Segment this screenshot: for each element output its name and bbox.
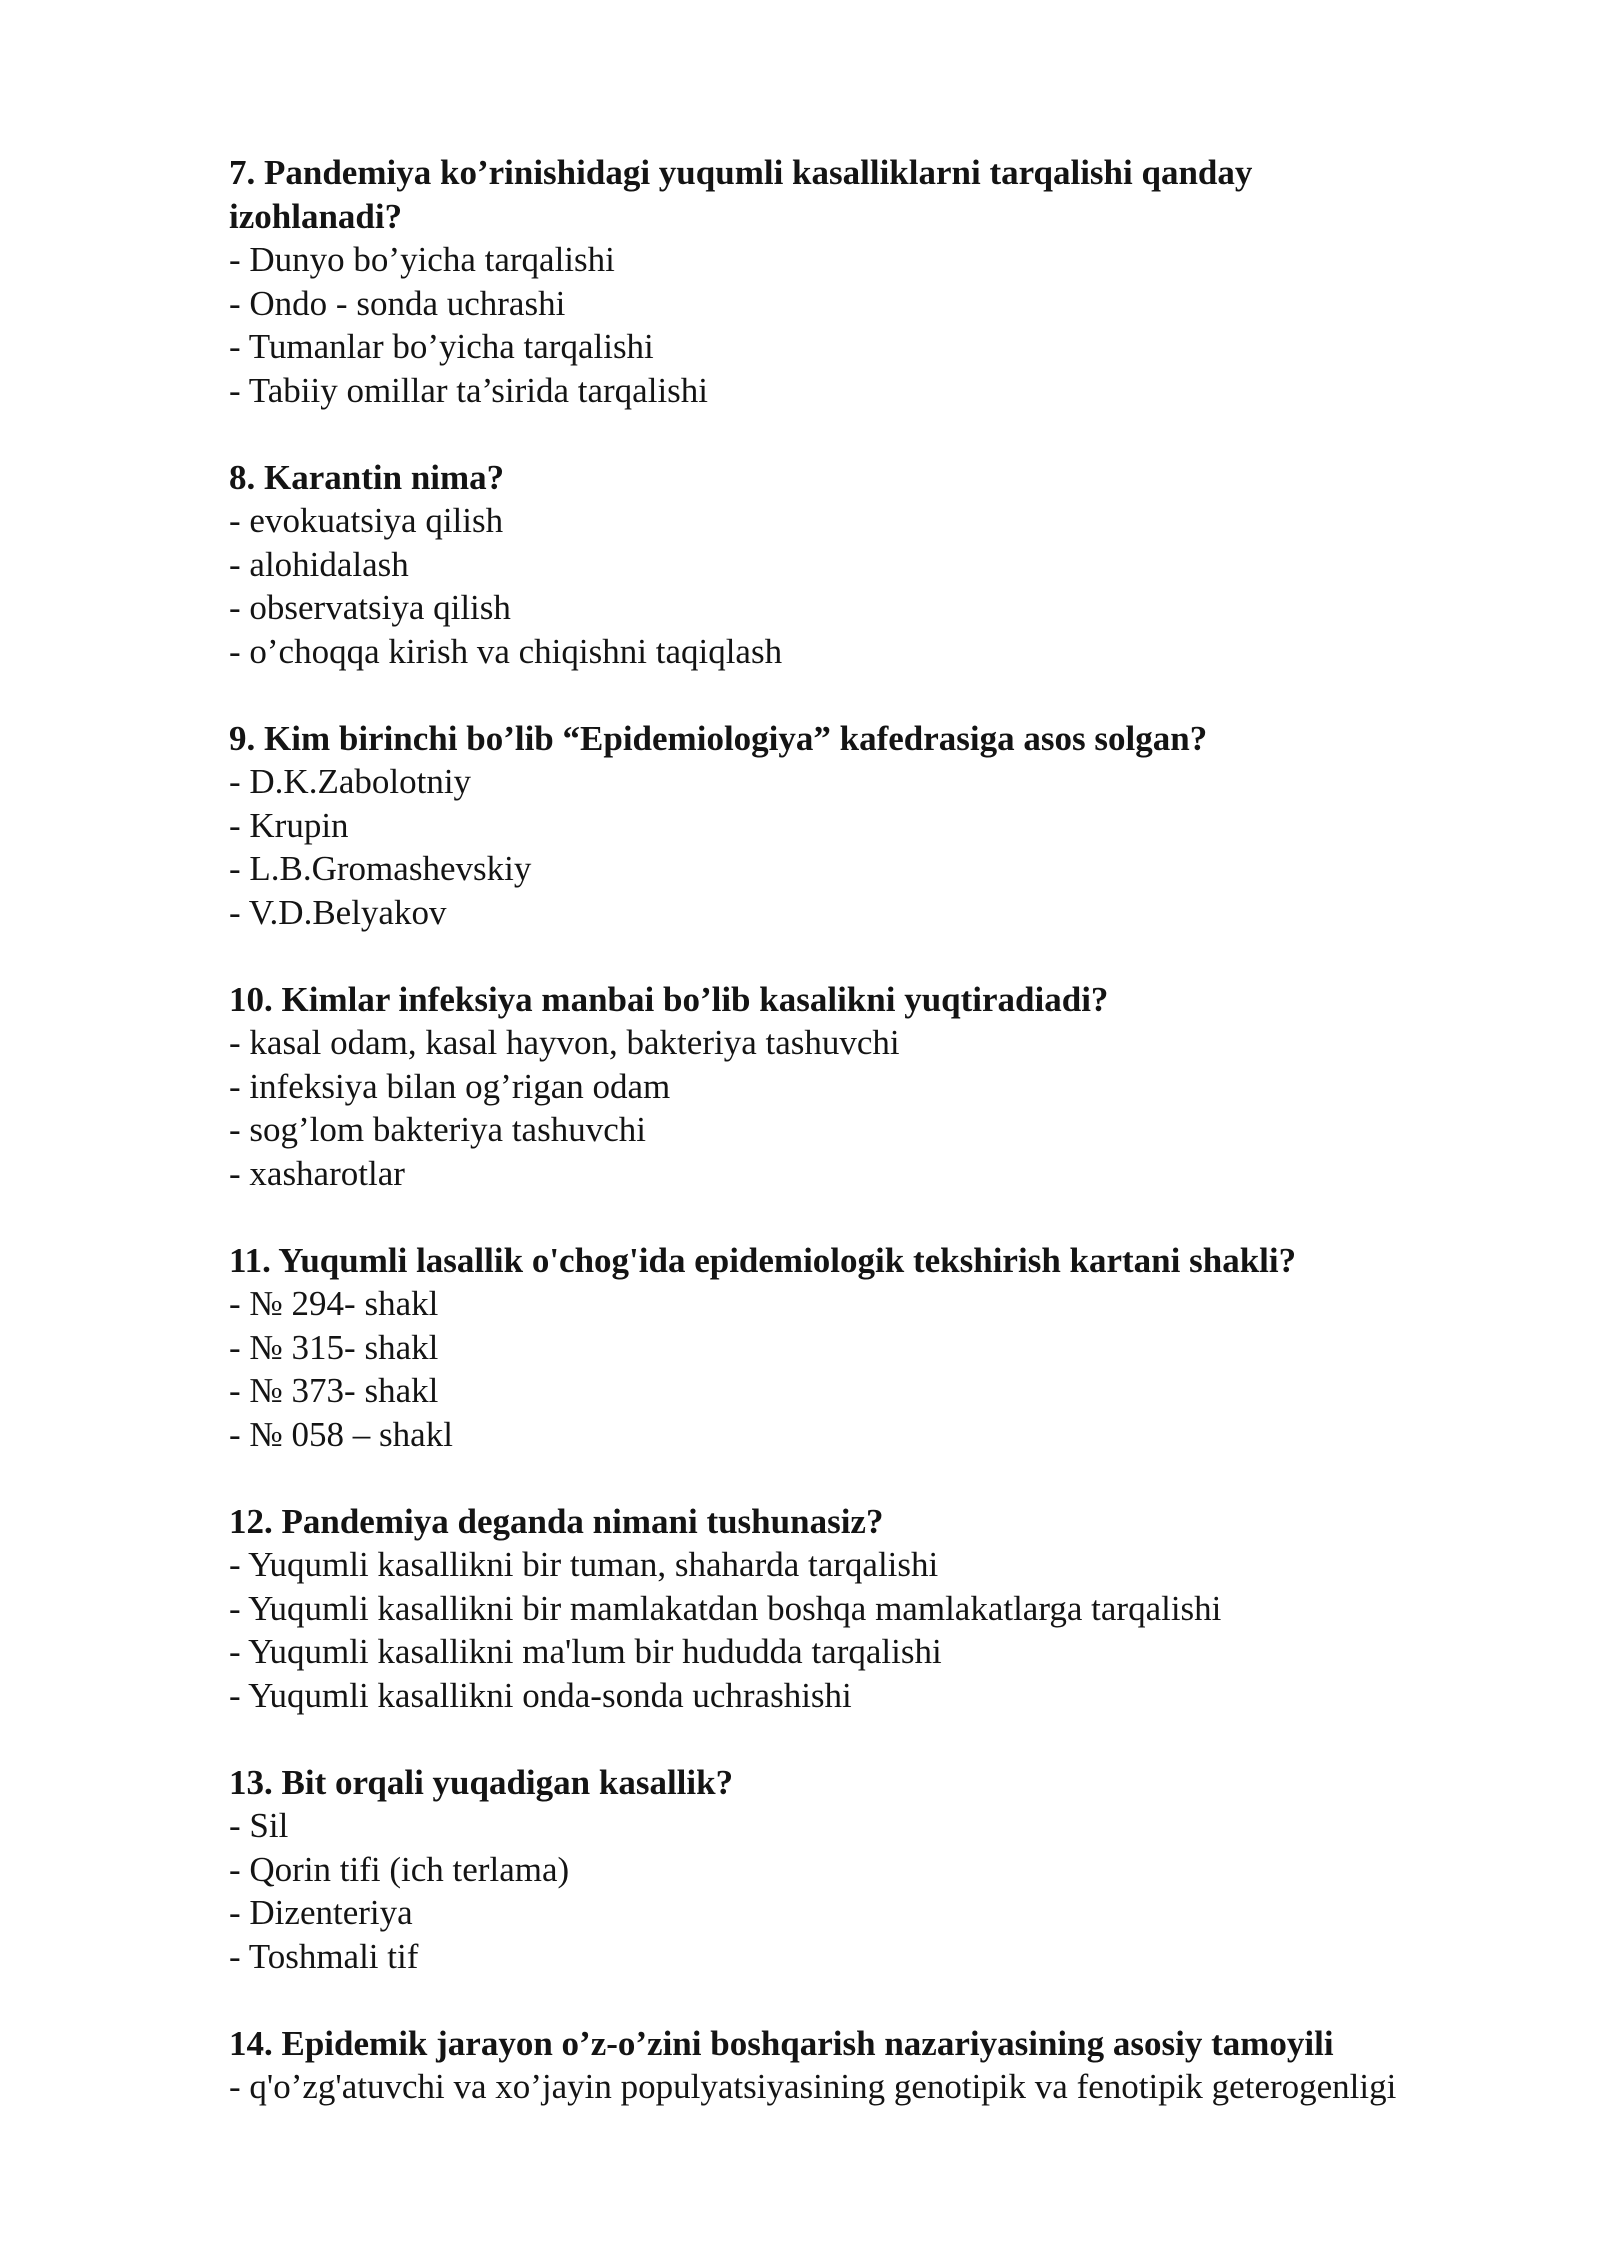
answer-option: - Yuqumli kasallikni bir mamlakatdan boshqa mamlakatlarga tarqalishi (229, 1588, 1222, 1628)
answer-option: - Yuqumli kasallikni bir tuman, shaharda tarqalishi (229, 1545, 939, 1584)
answer-option: - D.K.Zabolotniy (229, 762, 472, 801)
question-13 (229, 1761, 1529, 1979)
answer-option: - xasharotlar (229, 1153, 405, 1193)
answer-option: - q'o’zg'atuvchi va xo’jayin populyatsiyasining genotipik va fenotipik geterogenligi (229, 2067, 1397, 2106)
question-title: 12. Pandemiya deganda nimani tushunasiz? (229, 1501, 884, 1541)
question-12 (229, 1500, 1529, 1718)
answer-option: - Toshmali tif (229, 1936, 419, 1976)
question-title: 10. Kimlar infeksiya manbai bo’lib kasalikni yuqtiradiadi? (229, 979, 1109, 1019)
question-title-continuation: izohlanadi? (229, 196, 403, 236)
question-8 (229, 456, 1529, 674)
answer-option: - № 373- shakl (229, 1371, 439, 1410)
answer-option: - № 058 – shakl (229, 1414, 453, 1454)
question-list (229, 151, 1529, 2152)
answer-option: - kasal odam, kasal hayvon, bakteriya tashuvchi (229, 1023, 900, 1062)
answer-option: - Tabiiy omillar ta’sirida tarqalishi (229, 370, 709, 410)
answer-option: - Dunyo bo’yicha tarqalishi (229, 240, 615, 279)
question-11 (229, 1239, 1529, 1457)
answer-option: - № 294- shakl (229, 1284, 439, 1323)
answer-option: - Yuqumli kasallikni ma'lum bir hududda tarqalishi (229, 1632, 942, 1671)
answer-option: - evokuatsiya qilish (229, 501, 504, 540)
answer-option: - alohidalash (229, 544, 409, 584)
question-title: 9. Kim birinchi bo’lib “Epidemiologiya” kafedrasiga asos solgan? (229, 718, 1208, 758)
question-title: 14. Epidemik jarayon o’z-o’zini boshqarish nazariyasining asosiy tamoyili (229, 2023, 1334, 2063)
question-10 (229, 978, 1529, 1196)
answer-option: - infeksiya bilan og’rigan odam (229, 1066, 671, 1106)
question-title: 8. Karantin nima? (229, 457, 505, 497)
answer-option: - Krupin (229, 805, 349, 845)
question-14 (229, 2022, 1529, 2109)
answer-option: - o’choqqa kirish va chiqishni taqiqlash (229, 631, 783, 671)
answer-option: - observatsiya qilish (229, 588, 511, 627)
question-title: 7. Pandemiya ko’rinishidagi yuqumli kasalliklarni tarqalishi qanday (229, 153, 1253, 192)
answer-option: - Ondo - sonda uchrashi (229, 283, 566, 323)
answer-option: - Sil (229, 1806, 289, 1845)
answer-option: - L.B.Gromashevskiy (229, 849, 532, 888)
answer-option: - Qorin tifi (ich terlama) (229, 1849, 570, 1889)
answer-option: - sog’lom bakteriya tashuvchi (229, 1110, 646, 1149)
answer-option: - Yuqumli kasallikni onda-sonda uchrashishi (229, 1675, 852, 1715)
question-title: 13. Bit orqali yuqadigan kasallik? (229, 1762, 734, 1802)
question-9 (229, 717, 1529, 935)
answer-option: - Tumanlar bo’yicha tarqalishi (229, 327, 654, 366)
answer-option: - V.D.Belyakov (229, 892, 447, 932)
answer-option: - Dizenteriya (229, 1893, 413, 1932)
question-7 (229, 151, 1529, 412)
answer-option: - № 315- shakl (229, 1327, 439, 1367)
question-title: 11. Yuqumli lasallik o'chog'ida epidemiologik tekshirish kartani shakli? (229, 1240, 1297, 1280)
